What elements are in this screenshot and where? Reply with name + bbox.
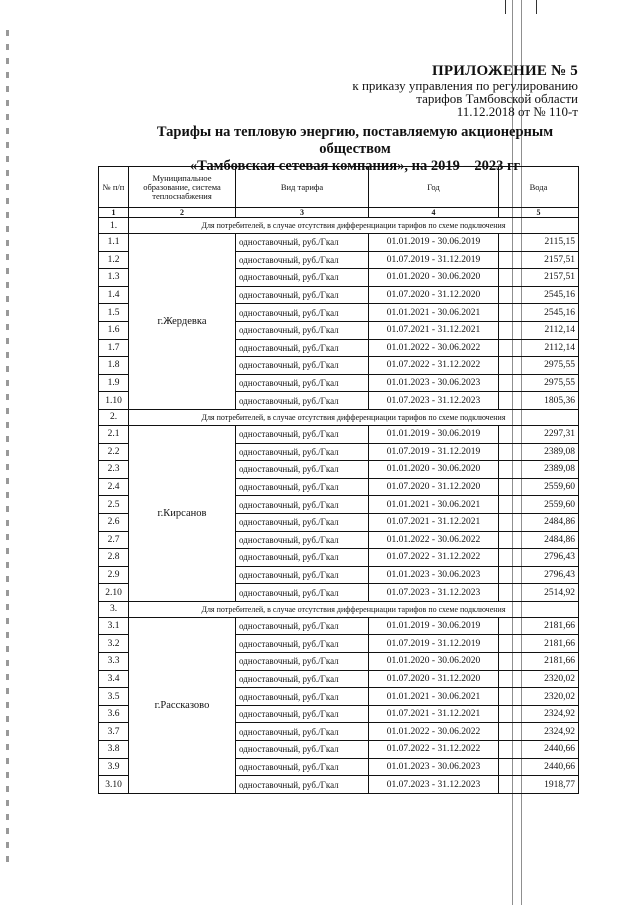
period-cell: 01.07.2023 - 31.12.2023 [369, 776, 499, 794]
period-cell: 01.01.2022 - 30.06.2022 [369, 531, 499, 549]
row-number: 3.1 [99, 617, 129, 635]
tariff-type-cell: одноставочный, руб./Гкал [236, 549, 369, 567]
period-cell: 01.07.2022 - 31.12.2022 [369, 357, 499, 375]
tariff-type-cell: одноставочный, руб./Гкал [236, 286, 369, 304]
row-number: 2.7 [99, 531, 129, 549]
period-cell: 01.01.2021 - 30.06.2021 [369, 304, 499, 322]
section-number: 1. [99, 218, 129, 234]
water-tariff-value: 2389,08 [499, 461, 579, 479]
tariff-type-cell: одноставочный, руб./Гкал [236, 269, 369, 287]
row-number: 1.9 [99, 374, 129, 392]
tariff-type-cell: одноставочный, руб./Гкал [236, 566, 369, 584]
column-number: 3 [236, 208, 369, 218]
tariff-type-cell: одноставочный, руб./Гкал [236, 425, 369, 443]
water-tariff-value: 2112,14 [499, 339, 579, 357]
tariff-type-cell: одноставочный, руб./Гкал [236, 496, 369, 514]
column-header-year: Год [369, 167, 499, 208]
water-tariff-value: 2514,92 [499, 584, 579, 602]
water-tariff-value: 2157,51 [499, 251, 579, 269]
period-cell: 01.01.2021 - 30.06.2021 [369, 688, 499, 706]
tariff-type-cell: одноставочный, руб./Гкал [236, 374, 369, 392]
section-row [99, 409, 579, 425]
water-tariff-value: 2181,66 [499, 653, 579, 671]
water-tariff-value: 2796,43 [499, 549, 579, 567]
row-number: 1.5 [99, 304, 129, 322]
row-number: 2.1 [99, 425, 129, 443]
period-cell: 01.01.2019 - 30.06.2019 [369, 425, 499, 443]
tariff-type-cell: одноставочный, руб./Гкал [236, 670, 369, 688]
tariff-type-cell: одноставочный, руб./Гкал [236, 758, 369, 776]
period-cell: 01.07.2020 - 31.12.2020 [369, 478, 499, 496]
table-row [99, 617, 579, 635]
section-description: Для потребителей, в случае отсутствия дифференциации тарифов по схеме подключения [129, 218, 579, 234]
tariff-type-cell: одноставочный, руб./Гкал [236, 234, 369, 252]
scan-edge-artifact [6, 30, 9, 870]
tariff-type-cell: одноставочный, руб./Гкал [236, 339, 369, 357]
tariff-type-cell: одноставочный, руб./Гкал [236, 635, 369, 653]
row-number: 1.4 [99, 286, 129, 304]
section-number: 3. [99, 601, 129, 617]
row-number: 2.4 [99, 478, 129, 496]
column-header-tariff-type: Вид тарифа [236, 167, 369, 208]
water-tariff-value: 2181,66 [499, 635, 579, 653]
period-cell: 01.01.2020 - 30.06.2020 [369, 653, 499, 671]
row-number: 2.9 [99, 566, 129, 584]
tariff-type-cell: одноставочный, руб./Гкал [236, 461, 369, 479]
period-cell: 01.07.2020 - 31.12.2020 [369, 286, 499, 304]
water-tariff-value: 1918,77 [499, 776, 579, 794]
row-number: 1.3 [99, 269, 129, 287]
water-tariff-value: 2484,86 [499, 513, 579, 531]
water-tariff-value: 2545,16 [499, 286, 579, 304]
tariff-type-cell: одноставочный, руб./Гкал [236, 723, 369, 741]
order-date-number: 11.12.2018 от № 110-т [456, 104, 578, 119]
row-number: 3.2 [99, 635, 129, 653]
column-header-water: Вода [499, 167, 579, 208]
row-number: 1.6 [99, 321, 129, 339]
tariff-table [98, 166, 579, 794]
water-tariff-value: 2112,14 [499, 321, 579, 339]
water-tariff-value: 2440,66 [499, 741, 579, 759]
water-tariff-value: 2115,15 [499, 234, 579, 252]
tariff-type-cell: одноставочный, руб./Гкал [236, 584, 369, 602]
period-cell: 01.01.2021 - 30.06.2021 [369, 496, 499, 514]
period-cell: 01.07.2021 - 31.12.2021 [369, 705, 499, 723]
water-tariff-value: 2440,66 [499, 758, 579, 776]
water-tariff-value: 2975,55 [499, 374, 579, 392]
document-title-line: «Тамбовская сетевая компания», на 2019 – 2023 гг [189, 158, 521, 174]
row-number: 2.8 [99, 549, 129, 567]
table-header-row [99, 167, 579, 208]
row-number: 2.5 [99, 496, 129, 514]
table-row [99, 425, 579, 443]
water-tariff-value: 2324,92 [499, 705, 579, 723]
period-cell: 01.01.2020 - 30.06.2020 [369, 269, 499, 287]
period-cell: 01.01.2019 - 30.06.2019 [369, 617, 499, 635]
water-tariff-value: 2320,02 [499, 670, 579, 688]
row-number: 1.7 [99, 339, 129, 357]
water-tariff-value: 2559,60 [499, 478, 579, 496]
water-tariff-value: 2324,92 [499, 723, 579, 741]
period-cell: 01.07.2022 - 31.12.2022 [369, 741, 499, 759]
tariff-type-cell: одноставочный, руб./Гкал [236, 513, 369, 531]
table-row [99, 234, 579, 252]
period-cell: 01.07.2023 - 31.12.2023 [369, 392, 499, 410]
tariff-type-cell: одноставочный, руб./Гкал [236, 741, 369, 759]
period-cell: 01.01.2022 - 30.06.2022 [369, 723, 499, 741]
row-number: 3.3 [99, 653, 129, 671]
document-title-line: Тарифы на тепловую энергию, поставляемую акционерным обществом [156, 124, 554, 157]
water-tariff-value: 2484,86 [499, 531, 579, 549]
appendix-title: ПРИЛОЖЕНИЕ № 5 [431, 63, 578, 79]
period-cell: 01.01.2020 - 30.06.2020 [369, 461, 499, 479]
period-cell: 01.07.2019 - 31.12.2019 [369, 443, 499, 461]
period-cell: 01.01.2022 - 30.06.2022 [369, 339, 499, 357]
section-row [99, 601, 579, 617]
tariff-type-cell: одноставочный, руб./Гкал [236, 304, 369, 322]
tariff-type-cell: одноставочный, руб./Гкал [236, 531, 369, 549]
row-number: 3.4 [99, 670, 129, 688]
column-number: 4 [369, 208, 499, 218]
section-description: Для потребителей, в случае отсутствия дифференциации тарифов по схеме подключения [129, 601, 579, 617]
column-number: 2 [129, 208, 236, 218]
period-cell: 01.07.2020 - 31.12.2020 [369, 670, 499, 688]
period-cell: 01.07.2019 - 31.12.2019 [369, 251, 499, 269]
column-header-municipality: Муниципальное образование, система теплоснабжения [129, 167, 236, 208]
municipality-cell: г.Рассказово [129, 617, 236, 793]
municipality-cell: г.Кирсанов [129, 425, 236, 601]
tariff-type-cell: одноставочный, руб./Гкал [236, 776, 369, 794]
column-number: 5 [499, 208, 579, 218]
period-cell: 01.07.2021 - 31.12.2021 [369, 513, 499, 531]
row-number: 2.2 [99, 443, 129, 461]
water-tariff-value: 1805,36 [499, 392, 579, 410]
period-cell: 01.07.2022 - 31.12.2022 [369, 549, 499, 567]
tariff-type-cell: одноставочный, руб./Гкал [236, 392, 369, 410]
water-tariff-value: 2320,02 [499, 688, 579, 706]
section-number: 2. [99, 409, 129, 425]
period-cell: 01.01.2023 - 30.06.2023 [369, 566, 499, 584]
period-cell: 01.01.2019 - 30.06.2019 [369, 234, 499, 252]
period-cell: 01.01.2023 - 30.06.2023 [369, 758, 499, 776]
period-cell: 01.07.2023 - 31.12.2023 [369, 584, 499, 602]
tariff-type-cell: одноставочный, руб./Гкал [236, 357, 369, 375]
period-cell: 01.07.2019 - 31.12.2019 [369, 635, 499, 653]
tariff-type-cell: одноставочный, руб./Гкал [236, 705, 369, 723]
tariff-type-cell: одноставочный, руб./Гкал [236, 251, 369, 269]
column-number: 1 [99, 208, 129, 218]
column-number-row [99, 208, 579, 218]
tariff-type-cell: одноставочный, руб./Гкал [236, 443, 369, 461]
row-number: 1.8 [99, 357, 129, 375]
row-number: 2.3 [99, 461, 129, 479]
water-tariff-value: 2181,66 [499, 617, 579, 635]
section-description: Для потребителей, в случае отсутствия дифференциации тарифов по схеме подключения [129, 409, 579, 425]
water-tariff-value: 2157,51 [499, 269, 579, 287]
row-number: 3.6 [99, 705, 129, 723]
water-tariff-value: 2975,55 [499, 357, 579, 375]
water-tariff-value: 2545,16 [499, 304, 579, 322]
row-number: 3.10 [99, 776, 129, 794]
row-number: 1.2 [99, 251, 129, 269]
tariff-type-cell: одноставочный, руб./Гкал [236, 478, 369, 496]
tariff-type-cell: одноставочный, руб./Гкал [236, 653, 369, 671]
row-number: 2.6 [99, 513, 129, 531]
scan-top-mark [505, 0, 537, 14]
row-number: 3.5 [99, 688, 129, 706]
water-tariff-value: 2297,31 [499, 425, 579, 443]
municipality-cell: г.Жердевка [129, 234, 236, 410]
period-cell: 01.07.2021 - 31.12.2021 [369, 321, 499, 339]
tariff-type-cell: одноставочный, руб./Гкал [236, 688, 369, 706]
tariff-table-body [99, 218, 579, 794]
tariff-type-cell: одноставочный, руб./Гкал [236, 617, 369, 635]
tariff-type-cell: одноставочный, руб./Гкал [236, 321, 369, 339]
row-number: 3.8 [99, 741, 129, 759]
row-number: 2.10 [99, 584, 129, 602]
order-reference-line: тарифов Тамбовской области [416, 91, 578, 106]
appendix-header [352, 64, 578, 118]
row-number: 3.9 [99, 758, 129, 776]
column-header-no: № п/п [99, 167, 129, 208]
row-number: 1.1 [99, 234, 129, 252]
water-tariff-value: 2796,43 [499, 566, 579, 584]
row-number: 1.10 [99, 392, 129, 410]
water-tariff-value: 2559,60 [499, 496, 579, 514]
row-number: 3.7 [99, 723, 129, 741]
period-cell: 01.01.2023 - 30.06.2023 [369, 374, 499, 392]
section-row [99, 218, 579, 234]
water-tariff-value: 2389,08 [499, 443, 579, 461]
order-reference-line: к приказу управления по регулированию [352, 78, 578, 93]
